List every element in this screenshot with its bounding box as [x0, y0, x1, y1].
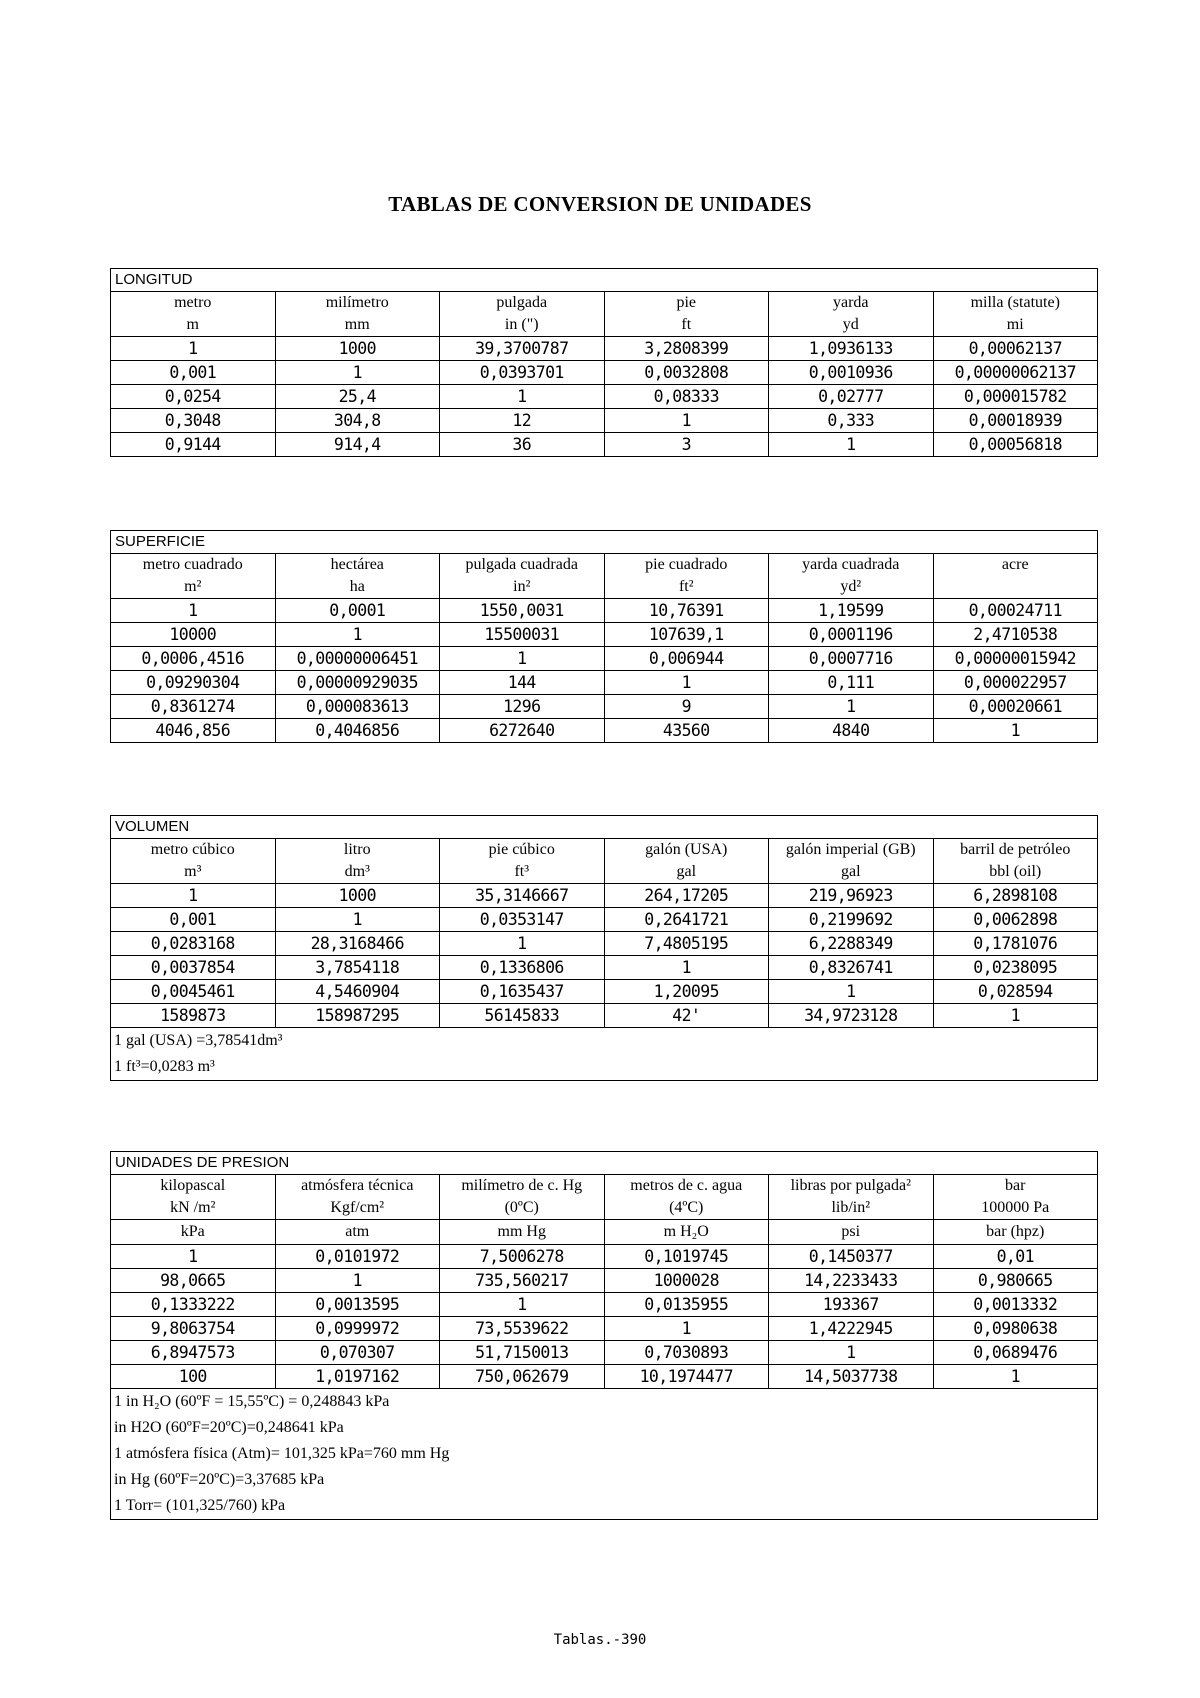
- table-cell: 1: [769, 1341, 934, 1365]
- table-cell: 0,4046856: [275, 719, 440, 743]
- table-cell: 35,3146667: [440, 884, 605, 908]
- header-name: litro: [343, 841, 371, 858]
- column-header: [769, 839, 934, 884]
- note-line: 1 gal (USA) =3,78541dm³: [114, 1032, 283, 1049]
- table-cell: 1: [111, 1245, 276, 1269]
- column-header: [604, 1175, 769, 1220]
- table-row: [111, 623, 1098, 647]
- table-cell: 1589873: [111, 1004, 276, 1028]
- notes-cell: [111, 1028, 1098, 1081]
- table-cell: 0,0283168: [111, 932, 276, 956]
- table-cell: 914,4: [275, 433, 440, 457]
- table-cell: 735,560217: [440, 1269, 605, 1293]
- header-unit: gal: [676, 863, 697, 880]
- header-unit: ft²: [678, 578, 694, 595]
- note-line: 1 ft³=0,0283 m³: [114, 1058, 215, 1075]
- header-name: metro cuadrado: [142, 556, 243, 573]
- header-name: kilopascal: [160, 1177, 226, 1194]
- header-unit: kN /m²: [170, 1199, 216, 1216]
- table-cell: 0,00062137: [933, 337, 1098, 361]
- column-header: [933, 1175, 1098, 1220]
- table-row: [111, 908, 1098, 932]
- table-row: [111, 980, 1098, 1004]
- table-cell: 10,76391: [604, 599, 769, 623]
- table-cell: 1550,0031: [440, 599, 605, 623]
- table-cell: 0,2641721: [604, 908, 769, 932]
- header-name: atmósfera técnica: [301, 1177, 414, 1194]
- table-cell: 100: [111, 1365, 276, 1389]
- header-unit: m²: [184, 578, 202, 595]
- table-cell: 56145833: [440, 1004, 605, 1028]
- table-cell: 6272640: [440, 719, 605, 743]
- notes-row: [111, 1028, 1098, 1081]
- header-unit: (0ºC): [504, 1199, 539, 1216]
- table-cell: 304,8: [275, 409, 440, 433]
- table-cell: 0,2199692: [769, 908, 934, 932]
- note-line: 1 atmósfera física (Atm)= 101,325 kPa=760 mm Hg: [114, 1445, 450, 1462]
- column-header: [933, 839, 1098, 884]
- column-header: [275, 839, 440, 884]
- table-cell: 1: [111, 599, 276, 623]
- table-cell: 0,00056818: [933, 433, 1098, 457]
- header-name: barril de petróleo: [960, 841, 1071, 858]
- table-cell: 0,1019745: [604, 1245, 769, 1269]
- unit-cell: mm Hg: [440, 1220, 605, 1245]
- table-cell: 0,0032808: [604, 361, 769, 385]
- table-cell: 158987295: [275, 1004, 440, 1028]
- header-name: metro: [174, 294, 212, 311]
- table-cell: 0,111: [769, 671, 934, 695]
- table-cell: 1,20095: [604, 980, 769, 1004]
- header-row: [111, 1175, 1098, 1220]
- header-name: pie cuadrado: [645, 556, 728, 573]
- table-cell: 1: [604, 1317, 769, 1341]
- header-name: libras por pulgada²: [790, 1177, 911, 1194]
- table-cell: 0,0007716: [769, 647, 934, 671]
- table-cell: 1: [604, 671, 769, 695]
- table-cell: 43560: [604, 719, 769, 743]
- table-cell: 0,0254: [111, 385, 276, 409]
- table-row: [111, 1245, 1098, 1269]
- table-cell: 0,9144: [111, 433, 276, 457]
- table-cell: 10000: [111, 623, 276, 647]
- table-cell: 107639,1: [604, 623, 769, 647]
- table-cell: 0,0006,4516: [111, 647, 276, 671]
- column-header: [604, 839, 769, 884]
- column-header: [440, 292, 605, 337]
- table-row: [111, 409, 1098, 433]
- header-name: milímetro: [325, 294, 389, 311]
- table-cell: 0,0013332: [933, 1293, 1098, 1317]
- table-cell: 0,1450377: [769, 1245, 934, 1269]
- table-cell: 0,01: [933, 1245, 1098, 1269]
- table-cell: 2,4710538: [933, 623, 1098, 647]
- header-name: hectárea: [330, 556, 384, 573]
- table-cell: 0,0999972: [275, 1317, 440, 1341]
- header-name: yarda: [832, 294, 869, 311]
- table-cell: 39,3700787: [440, 337, 605, 361]
- header-name: bar: [1005, 1177, 1026, 1194]
- table-cell: 0,1333222: [111, 1293, 276, 1317]
- table-longitud: [110, 268, 1098, 457]
- header-unit: (4ºC): [669, 1199, 704, 1216]
- header-unit: lib/in²: [831, 1199, 871, 1216]
- header-name: pulgada: [496, 294, 548, 311]
- table-cell: 1: [275, 908, 440, 932]
- table-cell: 0,0013595: [275, 1293, 440, 1317]
- note-line: 1 Torr= (101,325/760) kPa: [114, 1497, 286, 1514]
- table-cell: 1: [440, 385, 605, 409]
- column-header: [275, 292, 440, 337]
- column-header: [111, 1175, 276, 1220]
- table-cell: 1: [440, 1293, 605, 1317]
- table-cell: 0,08333: [604, 385, 769, 409]
- table-cell: 9: [604, 695, 769, 719]
- column-header: [769, 292, 934, 337]
- section-title: UNIDADES DE PRESION: [111, 1152, 1098, 1175]
- column-header: [275, 1175, 440, 1220]
- table-cell: 0,000022957: [933, 671, 1098, 695]
- table-cell: 1,4222945: [769, 1317, 934, 1341]
- header-name: yarda cuadrada: [802, 556, 900, 573]
- page-title: TABLAS DE CONVERSION DE UNIDADES: [388, 192, 812, 216]
- table-row: [111, 1293, 1098, 1317]
- table-cell: 25,4: [275, 385, 440, 409]
- header-unit: gal: [840, 863, 861, 880]
- column-header: [933, 554, 1098, 599]
- table-cell: 7,4805195: [604, 932, 769, 956]
- note-line: 1 in H₂O (60ºF = 15,55ºC) = 0,248843 kPa: [114, 1393, 390, 1410]
- header-unit: ha: [349, 578, 365, 595]
- table-cell: 0,00000006451: [275, 647, 440, 671]
- unit-cell: m H₂O: [604, 1220, 769, 1245]
- table-cell: 9,8063754: [111, 1317, 276, 1341]
- table-cell: 1: [933, 1365, 1098, 1389]
- table-row: [111, 1269, 1098, 1293]
- column-header: [769, 1175, 934, 1220]
- header-unit: mi: [1006, 316, 1024, 333]
- table-cell: 264,17205: [604, 884, 769, 908]
- table-cell: 10,1974477: [604, 1365, 769, 1389]
- header-name: milla (statute): [970, 294, 1060, 311]
- table-cell: 0,0001196: [769, 623, 934, 647]
- table-cell: 0,0101972: [275, 1245, 440, 1269]
- column-header: [933, 292, 1098, 337]
- header-unit: bbl (oil): [989, 863, 1042, 880]
- table-cell: 1000: [275, 884, 440, 908]
- table-cell: 14,2233433: [769, 1269, 934, 1293]
- header-unit: yd: [842, 316, 859, 333]
- table-cell: 1000: [275, 337, 440, 361]
- table-cell: 3,2808399: [604, 337, 769, 361]
- header-name: acre: [1001, 556, 1029, 573]
- table-cell: 1: [111, 337, 276, 361]
- page-footer: Tablas.-390: [553, 1632, 647, 1648]
- header-unit: in²: [513, 578, 531, 595]
- table-cell: 4046,856: [111, 719, 276, 743]
- column-header: [440, 839, 605, 884]
- notes-cell: [111, 1389, 1098, 1520]
- table-cell: 0,0010936: [769, 361, 934, 385]
- table-cell: 0,1635437: [440, 980, 605, 1004]
- table-row: [111, 599, 1098, 623]
- table-cell: 3,7854118: [275, 956, 440, 980]
- table-cell: 193367: [769, 1293, 934, 1317]
- table-row: [111, 1004, 1098, 1028]
- table-cell: 0,0689476: [933, 1341, 1098, 1365]
- table-cell: 0,000083613: [275, 695, 440, 719]
- table-cell: 1: [769, 695, 934, 719]
- header-row: [111, 292, 1098, 337]
- header-unit: ft³: [514, 863, 530, 880]
- table-cell: 0,001: [111, 361, 276, 385]
- header-name: pulgada cuadrada: [465, 556, 578, 573]
- table-cell: 0,00018939: [933, 409, 1098, 433]
- table-cell: 15500031: [440, 623, 605, 647]
- table-volumen: [110, 815, 1098, 1081]
- header-unit: [934, 576, 1098, 598]
- table-cell: 0,0238095: [933, 956, 1098, 980]
- conversion-table: [110, 530, 1098, 743]
- table-row: [111, 361, 1098, 385]
- table-cell: 6,2898108: [933, 884, 1098, 908]
- table-cell: 0,980665: [933, 1269, 1098, 1293]
- header-name: metros de c. agua: [630, 1177, 743, 1194]
- section-title: LONGITUD: [111, 269, 1098, 292]
- table-cell: 0,028594: [933, 980, 1098, 1004]
- unit-cell: kPa: [111, 1220, 276, 1245]
- header-unit: ft: [681, 316, 692, 333]
- table-cell: 1: [440, 932, 605, 956]
- table-cell: 0,0045461: [111, 980, 276, 1004]
- table-superficie: [110, 530, 1098, 743]
- table-cell: 0,1336806: [440, 956, 605, 980]
- table-cell: 1: [604, 956, 769, 980]
- table-cell: 0,7030893: [604, 1341, 769, 1365]
- table-cell: 3: [604, 433, 769, 457]
- table-cell: 0,0037854: [111, 956, 276, 980]
- table-cell: 0,006944: [604, 647, 769, 671]
- table-cell: 1: [275, 1269, 440, 1293]
- table-cell: 144: [440, 671, 605, 695]
- header-row: [111, 839, 1098, 884]
- table-cell: 51,7150013: [440, 1341, 605, 1365]
- table-cell: 0,8361274: [111, 695, 276, 719]
- header-unit: m: [186, 316, 199, 333]
- column-header: [275, 554, 440, 599]
- table-cell: 1296: [440, 695, 605, 719]
- column-header: [111, 292, 276, 337]
- column-header: [604, 554, 769, 599]
- table-cell: 219,96923: [769, 884, 934, 908]
- table-cell: 36: [440, 433, 605, 457]
- table-cell: 0,8326741: [769, 956, 934, 980]
- table-cell: 1: [933, 719, 1098, 743]
- header-unit: Kgf/cm²: [330, 1199, 385, 1216]
- table-cell: 1: [604, 409, 769, 433]
- table-cell: 14,5037738: [769, 1365, 934, 1389]
- table-cell: 1: [440, 647, 605, 671]
- notes-row: [111, 1389, 1098, 1520]
- table-cell: 0,00000062137: [933, 361, 1098, 385]
- header-name: milímetro de c. Hg: [461, 1177, 583, 1194]
- header-name: pie: [676, 294, 697, 311]
- conversion-table: [110, 1151, 1098, 1520]
- header-unit: in ("): [504, 316, 539, 333]
- table-cell: 34,9723128: [769, 1004, 934, 1028]
- table-cell: 0,00000015942: [933, 647, 1098, 671]
- column-header: [440, 1175, 605, 1220]
- unit-cell: bar (hpz): [933, 1220, 1098, 1245]
- table-cell: 0,00020661: [933, 695, 1098, 719]
- table-row: [111, 884, 1098, 908]
- header-unit: yd²: [840, 578, 862, 595]
- table-cell: 1,0936133: [769, 337, 934, 361]
- table-cell: 0,333: [769, 409, 934, 433]
- table-cell: 4,5460904: [275, 980, 440, 1004]
- header-name: pie cúbico: [488, 841, 555, 858]
- table-cell: 0,09290304: [111, 671, 276, 695]
- table-cell: 1: [111, 884, 276, 908]
- header-unit: mm: [344, 316, 370, 333]
- table-cell: 0,0980638: [933, 1317, 1098, 1341]
- table-cell: 1,0197162: [275, 1365, 440, 1389]
- table-presion: [110, 1151, 1098, 1520]
- table-cell: 7,5006278: [440, 1245, 605, 1269]
- table-cell: 0,02777: [769, 385, 934, 409]
- unit-row: [111, 1220, 1098, 1245]
- table-row: [111, 1317, 1098, 1341]
- header-name: galón (USA): [645, 841, 728, 858]
- table-cell: 12: [440, 409, 605, 433]
- note-line: in H2O (60ºF=20ºC)=0,248641 kPa: [114, 1419, 344, 1436]
- note-line: in Hg (60ºF=20ºC)=3,37685 kPa: [114, 1471, 325, 1488]
- table-cell: 1: [769, 433, 934, 457]
- table-row: [111, 719, 1098, 743]
- conversion-table: [110, 268, 1098, 457]
- header-name: metro cúbico: [150, 841, 235, 858]
- table-row: [111, 671, 1098, 695]
- table-cell: 750,062679: [440, 1365, 605, 1389]
- header-name: galón imperial (GB): [785, 841, 916, 858]
- column-header: [111, 554, 276, 599]
- column-header: [769, 554, 934, 599]
- column-header: [111, 839, 276, 884]
- table-row: [111, 695, 1098, 719]
- table-cell: 1,19599: [769, 599, 934, 623]
- table-cell: 0,000015782: [933, 385, 1098, 409]
- table-cell: 0,0001: [275, 599, 440, 623]
- column-header: [440, 554, 605, 599]
- table-cell: 6,2288349: [769, 932, 934, 956]
- table-cell: 0,0393701: [440, 361, 605, 385]
- table-row: [111, 337, 1098, 361]
- table-cell: 0,00024711: [933, 599, 1098, 623]
- header-unit: dm³: [344, 863, 370, 880]
- table-cell: 1: [933, 1004, 1098, 1028]
- unit-cell: atm: [275, 1220, 440, 1245]
- table-cell: 1000028: [604, 1269, 769, 1293]
- header-row: [111, 554, 1098, 599]
- unit-cell: psi: [769, 1220, 934, 1245]
- table-cell: 73,5539622: [440, 1317, 605, 1341]
- table-row: [111, 932, 1098, 956]
- section-title: VOLUMEN: [111, 816, 1098, 839]
- table-cell: 0,0353147: [440, 908, 605, 932]
- table-cell: 0,1781076: [933, 932, 1098, 956]
- table-cell: 1: [275, 361, 440, 385]
- table-cell: 1: [769, 980, 934, 1004]
- table-row: [111, 433, 1098, 457]
- table-cell: 28,3168466: [275, 932, 440, 956]
- table-cell: 0,001: [111, 908, 276, 932]
- table-cell: 0,3048: [111, 409, 276, 433]
- table-row: [111, 956, 1098, 980]
- table-row: [111, 385, 1098, 409]
- table-cell: 42': [604, 1004, 769, 1028]
- header-unit: m³: [184, 863, 202, 880]
- table-row: [111, 1341, 1098, 1365]
- table-cell: 0,070307: [275, 1341, 440, 1365]
- table-cell: 1: [275, 623, 440, 647]
- table-cell: 98,0665: [111, 1269, 276, 1293]
- column-header: [604, 292, 769, 337]
- table-cell: 0,00000929035: [275, 671, 440, 695]
- table-cell: 0,0135955: [604, 1293, 769, 1317]
- table-row: [111, 1365, 1098, 1389]
- section-title: SUPERFICIE: [111, 531, 1098, 554]
- table-cell: 4840: [769, 719, 934, 743]
- table-row: [111, 647, 1098, 671]
- table-cell: 6,8947573: [111, 1341, 276, 1365]
- conversion-table: [110, 815, 1098, 1081]
- table-cell: 0,0062898: [933, 908, 1098, 932]
- header-unit: 100000 Pa: [981, 1199, 1050, 1216]
